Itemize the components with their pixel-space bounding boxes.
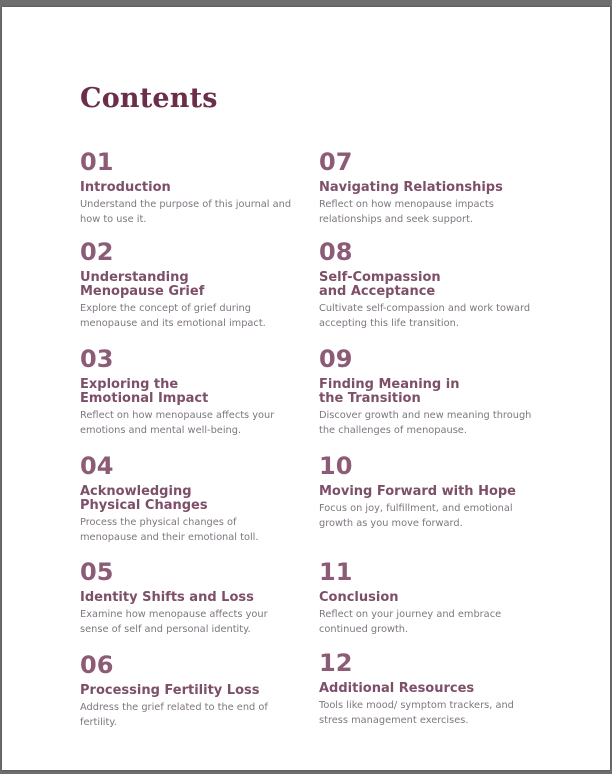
entry-description: Reflect on how menopause impacts relationships and seek support.	[319, 199, 494, 225]
entry-heading: Identity Shifts and Loss	[80, 590, 254, 605]
entry-heading: Additional Resources	[319, 681, 475, 696]
entry-description: Process the physical changes of menopause and their emotional toll.	[80, 517, 259, 543]
entry-description: Tools like mood/ symptom trackers, and stress management exercises.	[319, 700, 514, 726]
toc-entry-04	[80, 453, 305, 545]
entry-heading: Moving Forward with Hope	[319, 484, 516, 499]
toc-entry-03	[80, 346, 305, 438]
entry-number: 04	[80, 452, 114, 480]
entry-description: Reflect on how menopause affects your emotions and mental well-being.	[80, 410, 275, 436]
entry-heading: Self-Compassion and Acceptance	[319, 270, 441, 299]
entry-heading: Conclusion	[319, 590, 399, 605]
entry-heading: Understanding Menopause Grief	[80, 270, 205, 299]
toc-entry-08	[319, 239, 544, 331]
entry-description: Cultivate self-compassion and work toward accepting this life transition.	[319, 303, 531, 329]
entry-heading: Finding Meaning in the Transition	[319, 377, 460, 406]
entry-number: 09	[319, 345, 353, 373]
toc-entry-10	[319, 453, 544, 531]
entry-description: Discover growth and new meaning through the challenges of menopause.	[319, 410, 532, 436]
entry-number: 07	[319, 148, 353, 176]
entry-description: Explore the concept of grief during menopause and its emotional impact.	[80, 303, 266, 329]
entry-number: 03	[80, 345, 114, 373]
toc-entry-01	[80, 149, 305, 227]
entry-number: 05	[80, 558, 114, 586]
entry-description: Focus on joy, fulfillment, and emotional growth as you move forward.	[319, 503, 513, 529]
page-title: Contents	[80, 83, 218, 114]
entry-description: Reflect on your journey and embrace continued growth.	[319, 609, 502, 635]
entry-heading: Acknowledging Physical Changes	[80, 484, 208, 513]
toc-entry-12	[319, 650, 544, 728]
toc-entry-09	[319, 346, 544, 438]
toc-entry-06	[80, 652, 305, 730]
entry-description: Understand the purpose of this journal and how to use it.	[80, 199, 292, 225]
entry-number: 08	[319, 238, 353, 266]
toc-entry-07	[319, 149, 544, 227]
entry-number: 02	[80, 238, 114, 266]
entry-heading: Processing Fertility Loss	[80, 683, 260, 698]
entry-number: 06	[80, 651, 114, 679]
toc-entry-11	[319, 559, 544, 637]
entry-number: 10	[319, 452, 353, 480]
entry-heading: Navigating Relationships	[319, 180, 503, 195]
entry-number: 12	[319, 649, 353, 677]
toc-entry-05	[80, 559, 305, 637]
toc-entry-02	[80, 239, 305, 331]
entry-number: 11	[319, 558, 353, 586]
document-page	[2, 7, 610, 770]
entry-description: Address the grief related to the end of fertility.	[80, 702, 268, 728]
entry-description: Examine how menopause affects your sense of self and personal identity.	[80, 609, 268, 635]
entry-number: 01	[80, 148, 114, 176]
entry-heading: Introduction	[80, 180, 171, 195]
entry-heading: Exploring the Emotional Impact	[80, 377, 209, 406]
